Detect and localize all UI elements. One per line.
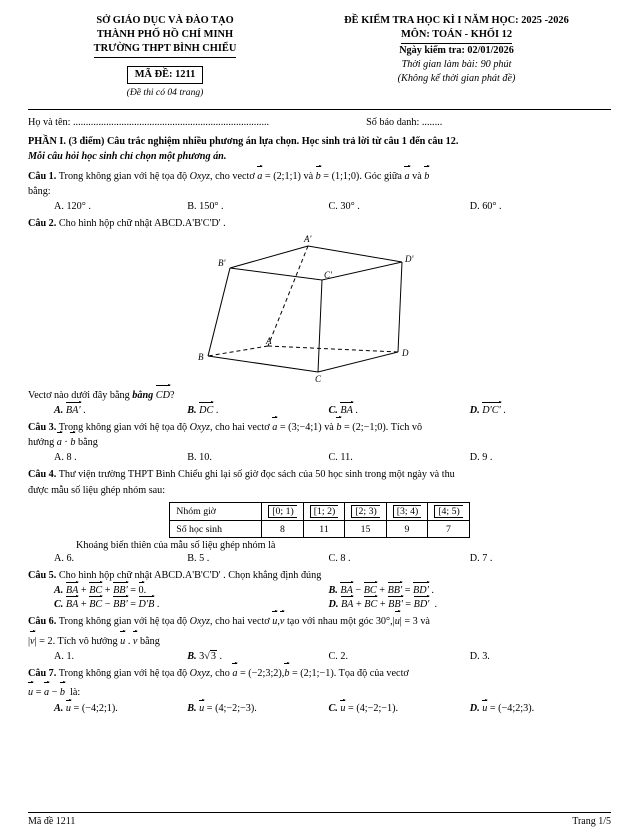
student-id-field[interactable]: Số báo danh: ........ [366,117,443,129]
question-4-label: Câu 4. [28,469,57,481]
answer-7-B: B. u = (4;−2;−3). [187,703,328,714]
part-1-line-2: Mỗi câu hỏi học sinh chỉ chọn một phương án. [28,150,227,162]
question-1-a-value: = (2;1;1) [262,170,301,182]
question-3-answers [28,452,611,463]
question-6-text-post: tạo với nhau một góc 30°, [284,616,393,628]
vertex-label-C: C [314,373,321,384]
question-5 [28,568,611,583]
vertex-label-A: A [265,335,271,346]
answer-4-C[interactable]: C. 8 . [328,553,351,565]
question-4-answers [28,553,611,564]
exam-title: ĐỀ KIỂM TRA HỌC KÌ I NĂM HỌC: 2025 -2026 [344,15,569,26]
question-7-b-value: = (2;1;−1) [289,667,334,679]
answer-2-C: C. BA . [329,405,470,416]
question-1-answers [28,201,611,212]
answer-6-B: B. 3√3 . [187,650,223,662]
answer-2-A: A. BA' . [46,405,187,416]
question-7-answers [28,703,611,714]
question-3: Câu 3. Trong không gian với hệ tọa độ Oxyz, cho hai vectơ a = (3;−4;1) và b = (2;−1;0). Tích vô hướng a · b bằng [28,420,611,451]
question-6-text-mid: , cho hai vectơ [210,616,273,628]
document-header [28,14,611,100]
answer-3-A[interactable]: A. 8 . [54,452,77,464]
exam-code-box: MÃ ĐỀ: 1211 [127,66,204,84]
student-name-field[interactable]: Họ và tên: ............................................................................. [28,117,270,129]
question-3-text-pre: Trong không gian với hệ tọa độ [58,421,190,433]
exam-info-block [302,14,611,85]
answer-5-B: B. BA − BC + BB' = BD' . [329,585,612,596]
question-6-axes: Oxyz [189,616,210,628]
footer-page-number: Trang 1/5 [572,816,611,827]
question-3-text-mid: , cho hai vectơ [210,421,273,433]
question-7: Câu 7. Trong không gian với hệ tọa độ Oxyz, cho a = (−2;3;2), b = (2;1;−1). Tọa độ của vectơ u = a − b là: [28,666,611,701]
answer-4-A[interactable]: A. 6. [54,553,75,565]
question-4-line-1: Thư viện trường THPT Bình Chiểu ghi lại số giờ đọc sách của 50 học sinh trong một ngày và thu [58,469,455,481]
answer-5-D: D. BA + BC + BB' = BD' . [329,599,612,610]
table-row-counts [170,521,470,538]
question-7-axes: Oxyz [189,667,210,679]
exam-subject: MÔN: TOÁN - KHỐI 12 [302,28,611,44]
question-6-text-pre: Trong không gian với hệ tọa độ [58,616,190,628]
question-6-label: Câu 6. [28,616,57,628]
vertex-label-A-prime: A' [303,233,311,244]
question-6-answers [28,651,611,662]
question-5-text: Cho hình hộp chữ nhật ABCD.A'B'C'D' . Chọn khẳng định đúng [58,570,322,582]
question-4 [28,467,611,498]
count-cell-3: 9 [386,521,428,538]
department-line-2: THÀNH PHỐ HỒ CHÍ MINH [96,29,234,41]
vertex-label-D-prime: D' [404,253,413,264]
question-2-sub-mark: ? [169,389,175,401]
table-row-groups [170,503,470,521]
question-1-text-post: . Góc giữa [359,170,405,182]
group-cell-3: [3; 4) [386,503,428,521]
answer-4-D[interactable]: D. 7 . [469,553,493,565]
question-6-line-2: | v| = 2. Tích vô hướng u . v bằng [28,634,611,649]
cuboid-figure [28,234,611,384]
question-7-text-mid: , cho [210,667,233,679]
frequency-table [169,502,470,538]
answer-1-D[interactable]: D. 60° . [469,201,502,213]
count-cell-0: 8 [262,521,304,538]
question-1-label: Câu 1. [28,170,57,182]
question-1-b-value: = (1;1;0) [320,170,360,182]
vertex-label-C-prime: C' [323,269,332,280]
frequency-table-wrap [28,502,611,538]
answer-7-A: A. u = (−4;2;1). [46,703,187,714]
page-footer [28,812,611,827]
count-cell-2: 15 [345,521,387,538]
question-6: Câu 6. Trong không gian với hệ tọa độ Oxyz, cho hai vectơ u, v tạo với nhau một góc 30°,| u| = 3 và | v| = 2. Tích vô hướng u . v bằng [28,614,611,649]
answer-7-D: D. u = (−4;2;3). [470,703,611,714]
vector-a-symbol: a [257,170,263,182]
answer-2-B: B. DC . [187,405,328,416]
part-1-line-1: PHẦN I. (3 điểm) Câu trắc nghiệm nhiều phương án lựa chọn. Học sinh trả lời từ câu 1 đến câu 12. [28,136,459,148]
question-3-a-value: = (3;−4;1) [277,421,322,433]
question-6-and: và [420,616,430,628]
group-cell-0: [0; 1) [262,503,304,521]
group-cell-2: [2; 3) [345,503,387,521]
question-3-b-value: = (2;−1;0) [341,421,386,433]
answer-2-D: D. D'C' . [470,405,611,416]
answer-1-A[interactable]: A. 120° . [54,201,91,213]
vertex-label-D: D [401,347,408,358]
question-3-line-2: hướng a · b bằng [28,435,611,450]
vertex-label-B: B [197,351,203,362]
footer-exam-code: Mã đề 1211 [28,816,76,827]
question-2 [28,216,611,231]
question-3-text-post: . Tích vô [385,421,423,433]
question-3-label: Câu 3. [28,421,57,433]
exam-duration-note: (Không kể thời gian phát đề) [397,72,516,84]
vertex-label-B-prime: B' [217,257,225,268]
answer-5-A: A. BA + BC + BB' = 0. [46,585,329,596]
cuboid-svg [190,234,450,384]
answer-4-B[interactable]: B. 5 . [187,553,210,565]
answer-6-A[interactable]: A. 1. [54,650,75,662]
question-2-sub-vector: CD [155,389,170,401]
question-7-label: Câu 7. [28,667,57,679]
answer-3-C[interactable]: C. 11. [328,452,353,464]
answer-1-C[interactable]: C. 30° . [328,201,360,213]
question-1-tail: bằng: [28,185,51,197]
question-2-sub: Vectơ nào dưới đây bằng bằng CD? [28,388,611,403]
answer-6-C[interactable]: C. 2. [328,650,349,662]
row-label-groups: Nhóm giờ [170,503,262,521]
answer-1-B[interactable]: B. 150° . [187,201,224,213]
identity-row [28,109,611,128]
part-1-heading [28,135,611,165]
question-3-and: và [321,421,337,433]
exam-duration: Thời gian làm bài: 90 phút [401,58,512,70]
question-1-and: và [300,170,316,182]
pages-note: (Đề thi có 04 trang) [126,87,204,99]
question-7-line-2: u = a − b là: [28,685,611,700]
group-cell-4: [4; 5) [428,503,470,521]
question-2-text: Cho hình hộp chữ nhật ABCD.A'B'C'D' . [58,218,226,230]
vector-b-symbol: b [315,170,321,182]
question-4-line-2: được mẫu số liệu ghép nhóm sau: [28,484,166,496]
school-name: TRƯỜNG THPT BÌNH CHIỂU [28,42,302,58]
question-1: Câu 1. Trong không gian với hệ tọa độ Oxyz, cho vectơ a = (2;1;1) và b = (1;1;0). Góc giữa a và b bằng: [28,169,611,200]
question-2-answers [28,405,611,416]
question-5-label: Câu 5. [28,570,57,582]
answer-7-C: C. u = (4;−2;−1). [329,703,470,714]
count-cell-4: 7 [428,521,470,538]
question-7-text-pre: Trong không gian với hệ tọa độ [58,667,190,679]
question-1-text-mid: , cho vectơ [210,170,258,182]
answer-5-C: C. BA + BC − BB' = D'B . [46,599,329,610]
question-2-sub-text: Vectơ nào dưới đây bằng [28,389,133,401]
question-7-text-post: . Tọa độ của vectơ [333,667,409,679]
question-7-a-value: = (−2;3;2) [237,667,282,679]
school-block [28,14,302,100]
department-line-1: SỞ GIÁO DỤC VÀ ĐÀO TẠO [96,15,234,26]
question-3-axes: Oxyz [189,421,210,433]
answer-6-D[interactable]: D. 3. [469,650,490,662]
question-2-label: Câu 2. [28,218,57,230]
count-cell-1: 11 [303,521,345,538]
answer-3-B[interactable]: B. 10. [187,452,212,464]
exam-date: Ngày kiểm tra: 02/01/2026 [399,45,514,57]
question-1-text-pre: Trong không gian với hệ tọa độ [58,170,190,182]
question-4-note: Khoảng biến thiên của mẫu số liệu ghép nhóm là [76,540,276,552]
answer-3-D[interactable]: D. 9 . [469,452,493,464]
question-5-answers [28,585,611,610]
question-1-axes: Oxyz [189,170,210,182]
row-label-counts: Số học sinh [170,521,262,538]
group-cell-1: [1; 2) [303,503,345,521]
